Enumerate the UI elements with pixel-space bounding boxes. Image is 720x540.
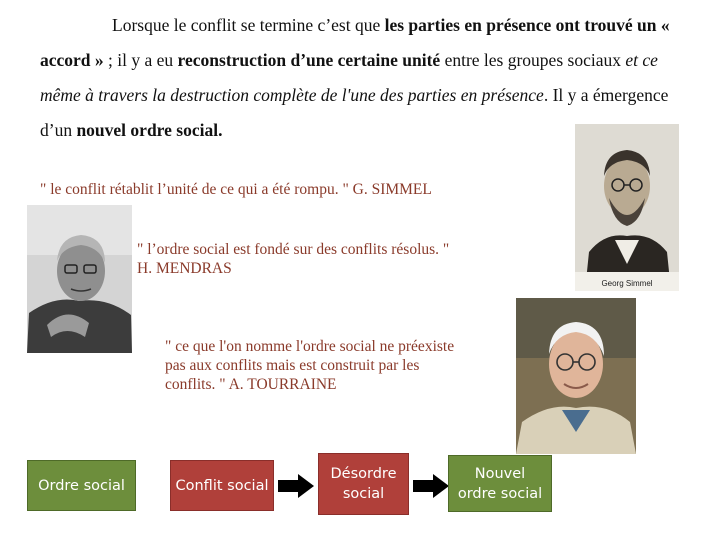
quote-touraine-line-2: pas aux conflits mais est construit par les <box>165 357 420 374</box>
quote-mendras <box>137 240 537 278</box>
touraine-portrait <box>516 298 636 454</box>
paragraph-bold-3: nouvel ordre social. <box>76 120 223 140</box>
flow-step-desordre-social <box>318 453 409 515</box>
flow-step-nouvel-line-2: ordre social <box>457 485 543 502</box>
simmel-caption: Georg Simmel <box>601 279 653 288</box>
flow-step-ordre-social <box>27 460 136 511</box>
paragraph-italic: et ce même à travers la destruction complète de l'une des parties en présence <box>40 50 658 105</box>
paragraph-text-2: ; il y a eu <box>103 50 178 70</box>
quote-mendras-author: H. MENDRAS <box>137 260 232 277</box>
flow-step-conflit-social <box>170 460 274 511</box>
flow-step-desordre-line-1: Désordre <box>330 466 397 482</box>
mendras-portrait-image <box>27 205 132 353</box>
flow-step-conflit-social-label: Conflit social <box>175 477 269 494</box>
simmel-portrait <box>575 124 679 291</box>
paragraph-text-4: . Il y a émergence d’un <box>40 85 669 140</box>
mendras-portrait <box>27 205 132 353</box>
flow-step-nouvel-ordre-social <box>448 455 552 512</box>
flow-arrow-2 <box>413 474 449 498</box>
flow-step-ordre-social-label: Ordre social <box>38 477 125 494</box>
paragraph-text-1: Lorsque le conflit se termine c’est que <box>112 15 385 35</box>
quote-mendras-text: " l’ordre social est fondé sur des conflits résolus. " <box>137 241 450 258</box>
paragraph-bold-1: les parties en présence ont trouvé un « accord » <box>40 15 670 70</box>
quote-touraine-line-1: " ce que l'on nomme l'ordre social ne préexiste <box>165 338 455 355</box>
simmel-portrait-image <box>575 124 679 291</box>
flow-step-desordre-line-2: social <box>342 486 385 502</box>
quote-simmel <box>40 180 540 199</box>
quote-touraine <box>165 337 485 394</box>
quote-simmel-text: " le conflit rétablit l’unité de ce qui a été rompu. " G. SIMMEL <box>40 181 432 198</box>
flow-step-nouvel-line-1: Nouvel <box>474 465 526 482</box>
paragraph-bold-2: reconstruction d’une certaine unité <box>177 50 441 70</box>
paragraph-text-3: entre les groupes sociaux <box>440 50 626 70</box>
quote-touraine-line-3: conflits. " A. TOURRAINE <box>165 376 337 393</box>
touraine-portrait-image <box>516 298 636 454</box>
flow-arrow-1 <box>278 474 314 498</box>
